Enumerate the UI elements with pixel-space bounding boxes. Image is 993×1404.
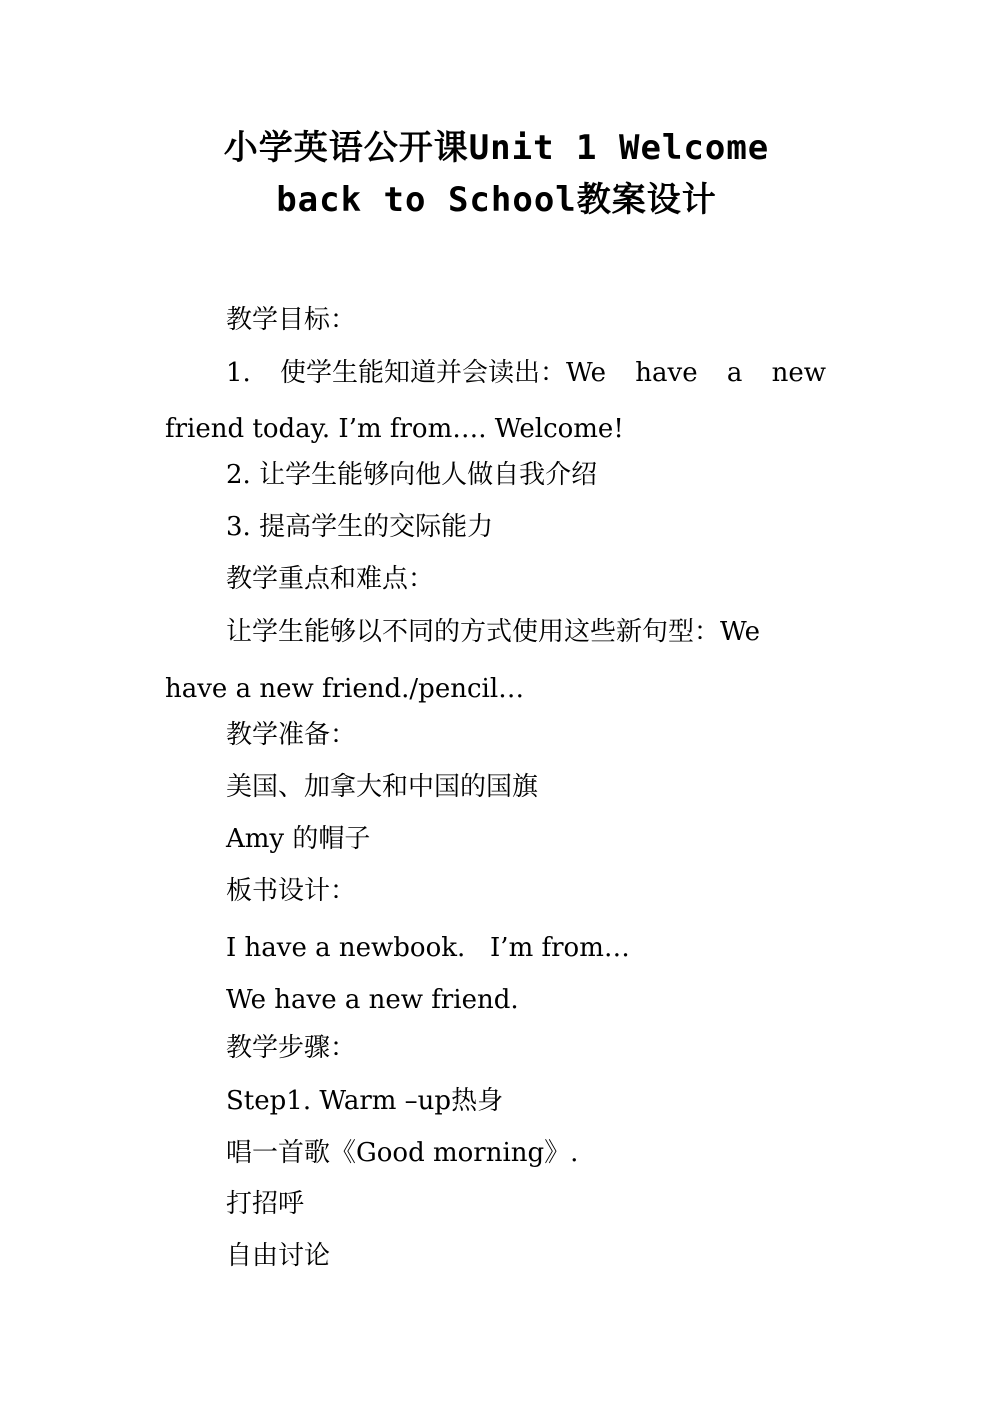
step-1-item-song: 唱一首歌《Good morning》. xyxy=(226,1138,579,1168)
objective-1-word-new: new xyxy=(771,358,826,388)
preparation-item-hat: Amy 的帽子 xyxy=(226,824,371,854)
objective-1-continuation: friend today. I’m from…. Welcome! xyxy=(165,414,624,444)
steps-heading: 教学步骤： xyxy=(226,1033,357,1063)
document-title-line-1: 小学英语公开课Unit 1 Welcome xyxy=(223,128,770,168)
key-points-continuation: have a new friend./pencil… xyxy=(165,674,525,704)
step-1-item-discussion: 自由讨论 xyxy=(226,1241,331,1271)
objective-2: 2. 让学生能够向他人做自我介绍 xyxy=(226,460,598,490)
board-design-heading: 板书设计： xyxy=(226,876,357,906)
step-1-item-greeting: 打招呼 xyxy=(226,1189,305,1219)
objective-3: 3. 提高学生的交际能力 xyxy=(226,512,494,542)
objective-1-word-have: have xyxy=(635,358,698,388)
preparation-heading: 教学准备： xyxy=(226,720,357,750)
objective-1-text: 使学生能知道并会读出：We xyxy=(280,358,607,388)
preparation-item-flags: 美国、加拿大和中国的国旗 xyxy=(226,772,539,802)
objectives-heading: 教学目标： xyxy=(226,305,357,335)
key-points-heading: 教学重点和难点： xyxy=(226,564,435,594)
objective-1-line xyxy=(226,355,826,391)
objective-1-word-a: a xyxy=(726,358,743,388)
board-design-line-2: We have a new friend. xyxy=(226,985,519,1015)
board-design-line-1: I have a newbook. I’m from… xyxy=(226,933,630,963)
step-1-title: Step1. Warm –up热身 xyxy=(226,1086,504,1116)
key-points-text: 让学生能够以不同的方式使用这些新句型：We xyxy=(226,617,760,647)
document-title-line-2: back to School教案设计 xyxy=(276,180,717,220)
objective-1-number: 1. xyxy=(226,358,251,388)
